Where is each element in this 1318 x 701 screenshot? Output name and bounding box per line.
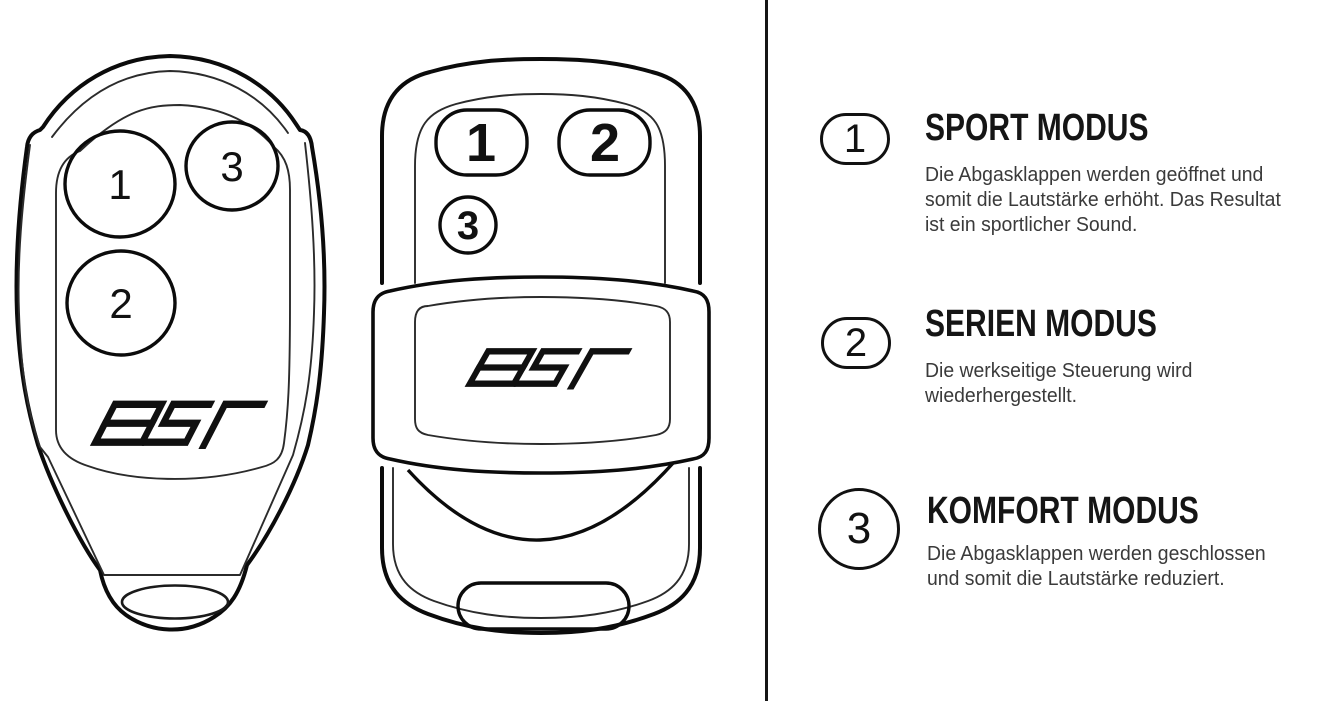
- desc-line: Die Abgasklappen werden geschlossen: [927, 543, 1266, 565]
- legend-desc-sport-modus: [925, 163, 1313, 238]
- legend-badge-2: [821, 317, 891, 369]
- desc-line: Die werkseitige Steuerung wird: [925, 360, 1193, 382]
- legend-desc-komfort-modus: [927, 542, 1315, 592]
- legend-badge-1-number: 1: [843, 117, 867, 161]
- remote-cover-keyring-slot: [458, 583, 629, 629]
- remote-front-body-outline: [16, 56, 324, 630]
- remote-front-keyring-slot: [122, 586, 228, 619]
- remote-front-button-1-label: 1: [108, 161, 132, 208]
- legend-badge-1: [820, 113, 890, 165]
- remote-cover-button-1-label: 1: [465, 113, 497, 173]
- asr-logo: [94, 404, 263, 445]
- remote-front-illustration: [0, 45, 340, 645]
- remote-cover-button-2-label: 2: [589, 113, 621, 173]
- remote-front-button-2-label: 2: [109, 280, 133, 327]
- legend-badge-3-number: 3: [846, 504, 872, 553]
- desc-line: somit die Lautstärke erhöht. Das Resultat: [925, 189, 1281, 211]
- legend-title-komfort-modus: KOMFORT MODUS: [927, 490, 1199, 532]
- remote-cover-panel-outline: [415, 94, 665, 283]
- legend-desc-serien-modus: [925, 359, 1313, 409]
- remote-front-button-3-label: 3: [220, 143, 244, 190]
- desc-line: ist ein sportlicher Sound.: [925, 214, 1138, 236]
- remote-front-inner-line-sides: [19, 143, 315, 575]
- legend-title-serien-modus: SERIEN MODUS: [925, 303, 1157, 345]
- remote-cover-button-3-label: 3: [456, 204, 480, 248]
- remote-cover-body-top-outline: [382, 59, 700, 283]
- desc-line: und somit die Lautstärke reduziert.: [927, 568, 1225, 590]
- desc-line: wiederhergestellt.: [925, 385, 1078, 407]
- legend-title-sport-modus: SPORT MODUS: [925, 107, 1149, 149]
- section-divider: [765, 0, 768, 701]
- legend-badge-3: [818, 488, 900, 570]
- remote-cover-illustration: [368, 56, 713, 641]
- legend-badge-2-number: 2: [844, 321, 868, 365]
- desc-line: Die Abgasklappen werden geöffnet und: [925, 164, 1264, 186]
